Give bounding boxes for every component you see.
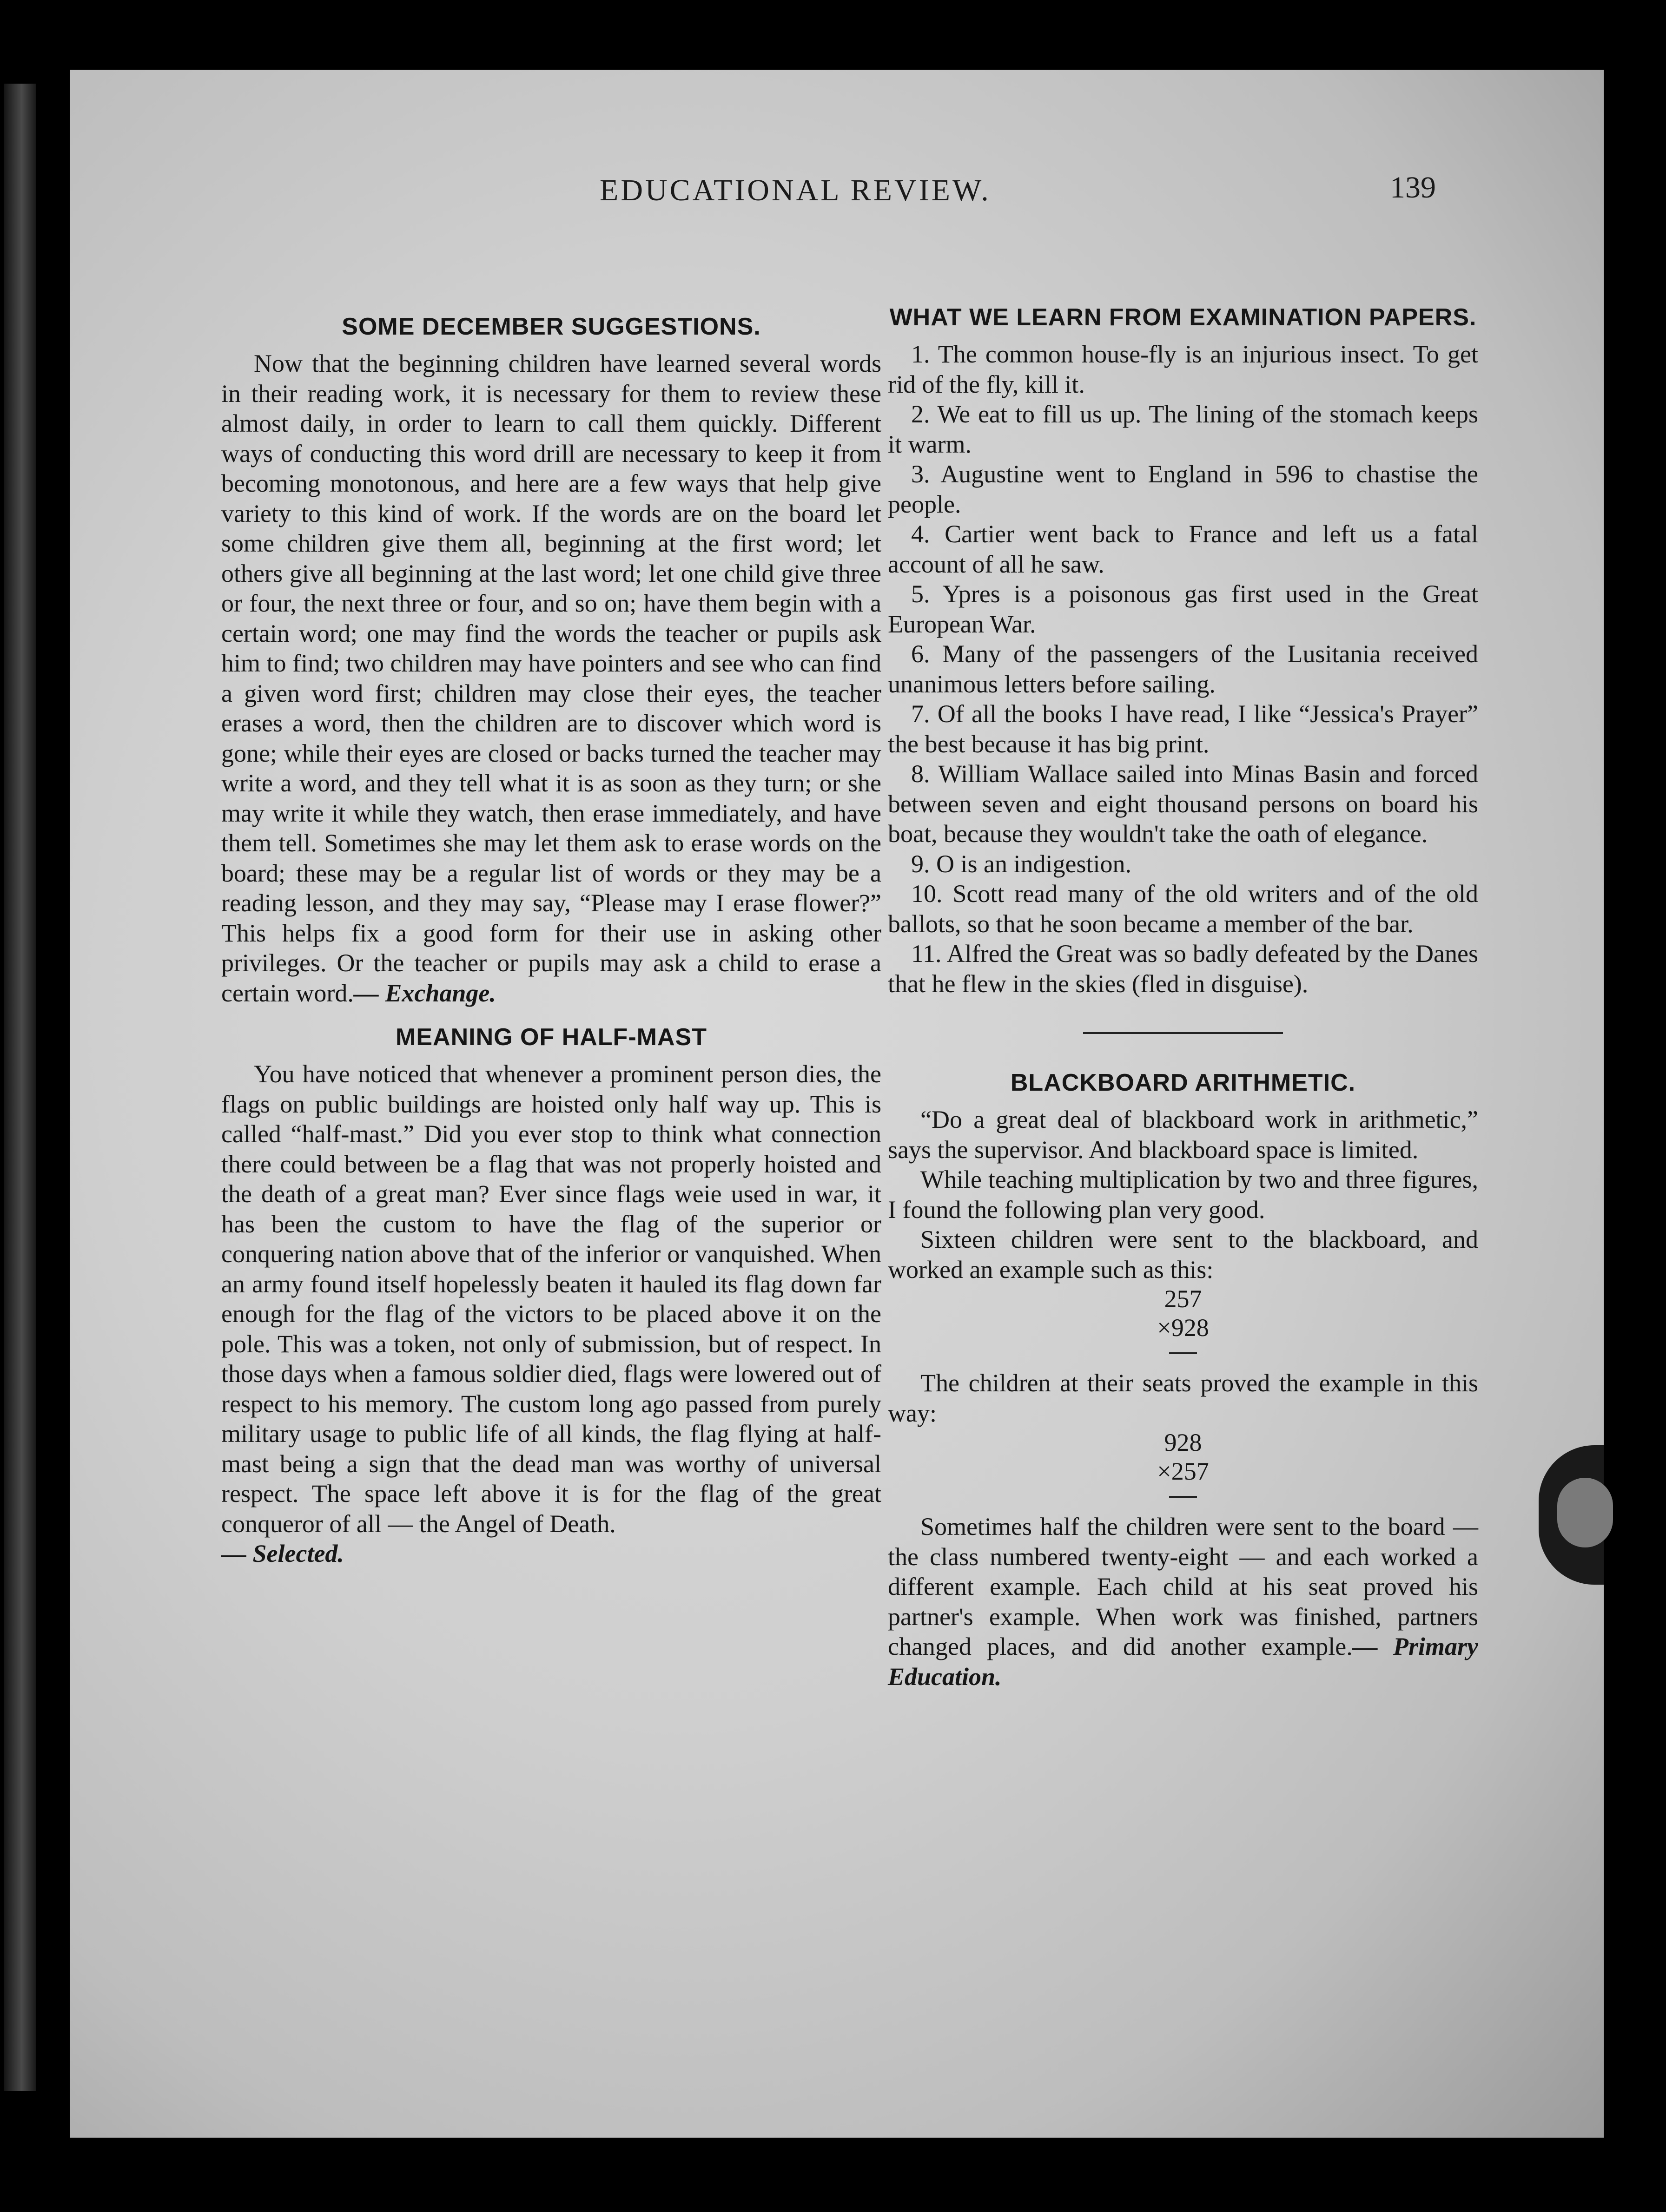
list-item: 9. O is an indigestion. — [911, 849, 1131, 878]
right-column — [888, 302, 1478, 1692]
list-item: 10. Scott read many of the old writers and of the old ballots, so that he soon became a member of the bar. — [888, 880, 1478, 938]
source-credit: — Primary Education. — [888, 1633, 1478, 1691]
list-item: 1. The common house-fly is an injurious insect. To get rid of the fly, kill it. — [888, 340, 1478, 398]
article-body-half-mast — [221, 1059, 881, 1539]
paragraph: “Do a great deal of blackboard work in arithmetic,” says the supervisor. And blackboard space is limited. — [888, 1106, 1478, 1164]
exam-answers-list — [888, 339, 1478, 999]
sum-line — [1169, 1496, 1197, 1498]
section-title-examination-papers: WHAT WE LEARN FROM EXAMINATION PAPERS. — [889, 304, 1477, 331]
multiplicand: 928 — [1164, 1429, 1202, 1456]
list-item: 4. Cartier went back to France and left us a fatal account of all he saw. — [888, 520, 1478, 578]
list-item: 7. Of all the books I have read, I like “Jessica's Prayer” the best because it has big print. — [888, 700, 1478, 758]
sum-line — [1169, 1352, 1197, 1354]
article-body-december-suggestions — [221, 349, 881, 1008]
section-title-december-suggestions: SOME DECEMBER SUGGESTIONS. — [342, 313, 761, 340]
list-item: 5. Ypres is a poisonous gas first used in the Great European War. — [888, 580, 1478, 638]
paragraph: While teaching multiplication by two and three figures, I found the following plan very good. — [888, 1165, 1478, 1224]
page-number: 139 — [1390, 171, 1436, 204]
list-item: 11. Alfred the Great was so badly defeated by the Danes that he flew in the skies (fled in disguise). — [888, 940, 1478, 998]
left-column — [221, 311, 881, 1569]
source-credit: — Selected. — [221, 1540, 344, 1567]
paragraph: The children at their seats proved the example in this way: — [888, 1369, 1478, 1427]
body-text: Now that the beginning children have learned several words in their reading work, it is necessary for them to review these almost daily, in order to learn to call them quickly. Different ways of conducting this word drill are necessary to keep it from becoming monotonous, and here are a few ways that help give variety to this kind of work. If the words are on the board let some children give them all, beginning at the first word; let others give all beginning at the last word; let one child give three or four, the next three or four, and so on; have them begin with a certain word; one may find the words the teacher or pupils ask him to find; two children may have pointers and see who can find a given word first; children may close their eyes, the teacher erases a word, then the children are to discover which word is gone; while their eyes are closed or backs turned the teacher may write a word, and they tell what it is as soon as they turn; or she may write it while they watch, then erase immediately, and have them tell. Sometimes she may let them ask to erase words on the board; these may be a regular list of words or they may be a reading lesson, and they may say, “Please may I erase flower?” This helps fix a good form for their use in asking other privileges. Or the teacher or pupils may ask a child to erase a certain word. — [221, 349, 881, 1007]
section-title-half-mast: MEANING OF HALF-MAST — [396, 1024, 707, 1051]
page-binding-edge — [4, 84, 36, 2091]
multiplicand: 257 — [1164, 1285, 1202, 1313]
running-head: EDUCATIONAL REVIEW. — [600, 173, 991, 207]
list-item: 6. Many of the passengers of the Lusitania received unanimous letters before sailing. — [888, 640, 1478, 698]
paragraph: Sixteen children were sent to the blackboard, and worked an example such as this: — [888, 1225, 1478, 1284]
list-item: 8. William Wallace sailed into Minas Basin and forced between seven and eight thousand persons on board his boat, because they wouldn't take the oath of elegance. — [888, 760, 1478, 848]
multiplication-example-2 — [888, 1428, 1478, 1498]
paragraph-final — [888, 1512, 1478, 1692]
body-text: You have noticed that whenever a prominent person dies, the flags on public buildings are hoisted only half way up. This is called “half-mast.” Did you ever stop to think what connection there could between be a flag that was not properly hoisted and the death of a great man? Ever since flags weie used in war, it has been the custom to have the flag of the superior or conquering nation above that of the inferior or vanquished. When an army found itself hopelessly beaten it hauled its flag down far enough for the flag of the victors to be placed above it on the pole. This was a token, not only of submission, but of respect. In those days when a famous soldier died, flags were lowered out of respect to his memory. The custom long ago passed from purely military usage to public life of all kinds, the flag flying at half-mast being a sign that the dead man was worthy of universal respect. The space left above it is for the flag of the great conqueror of all — the Angel of Death. — [221, 1060, 881, 1538]
multiplier: ×257 — [1157, 1457, 1209, 1485]
list-item: 3. Augustine went to England in 596 to chastise the people. — [888, 460, 1478, 518]
list-item: 2. We eat to fill us up. The lining of the stomach keeps it warm. — [888, 400, 1478, 458]
section-divider — [1083, 1032, 1283, 1034]
body-text: Sometimes half the children were sent to the board — the class numbered twenty-eight — and each worked a different example. Each child at his seat proved his partner's example. When work was finished, partners changed places, and did another example. — [888, 1513, 1478, 1660]
multiplication-example-1 — [888, 1284, 1478, 1354]
source-credit: — Exchange. — [353, 979, 496, 1007]
binder-clip — [1539, 1445, 1604, 1585]
section-title-blackboard-arithmetic: BLACKBOARD ARITHMETIC. — [1010, 1069, 1356, 1096]
multiplier: ×928 — [1157, 1314, 1209, 1342]
source-credit-half-mast — [221, 1539, 881, 1569]
